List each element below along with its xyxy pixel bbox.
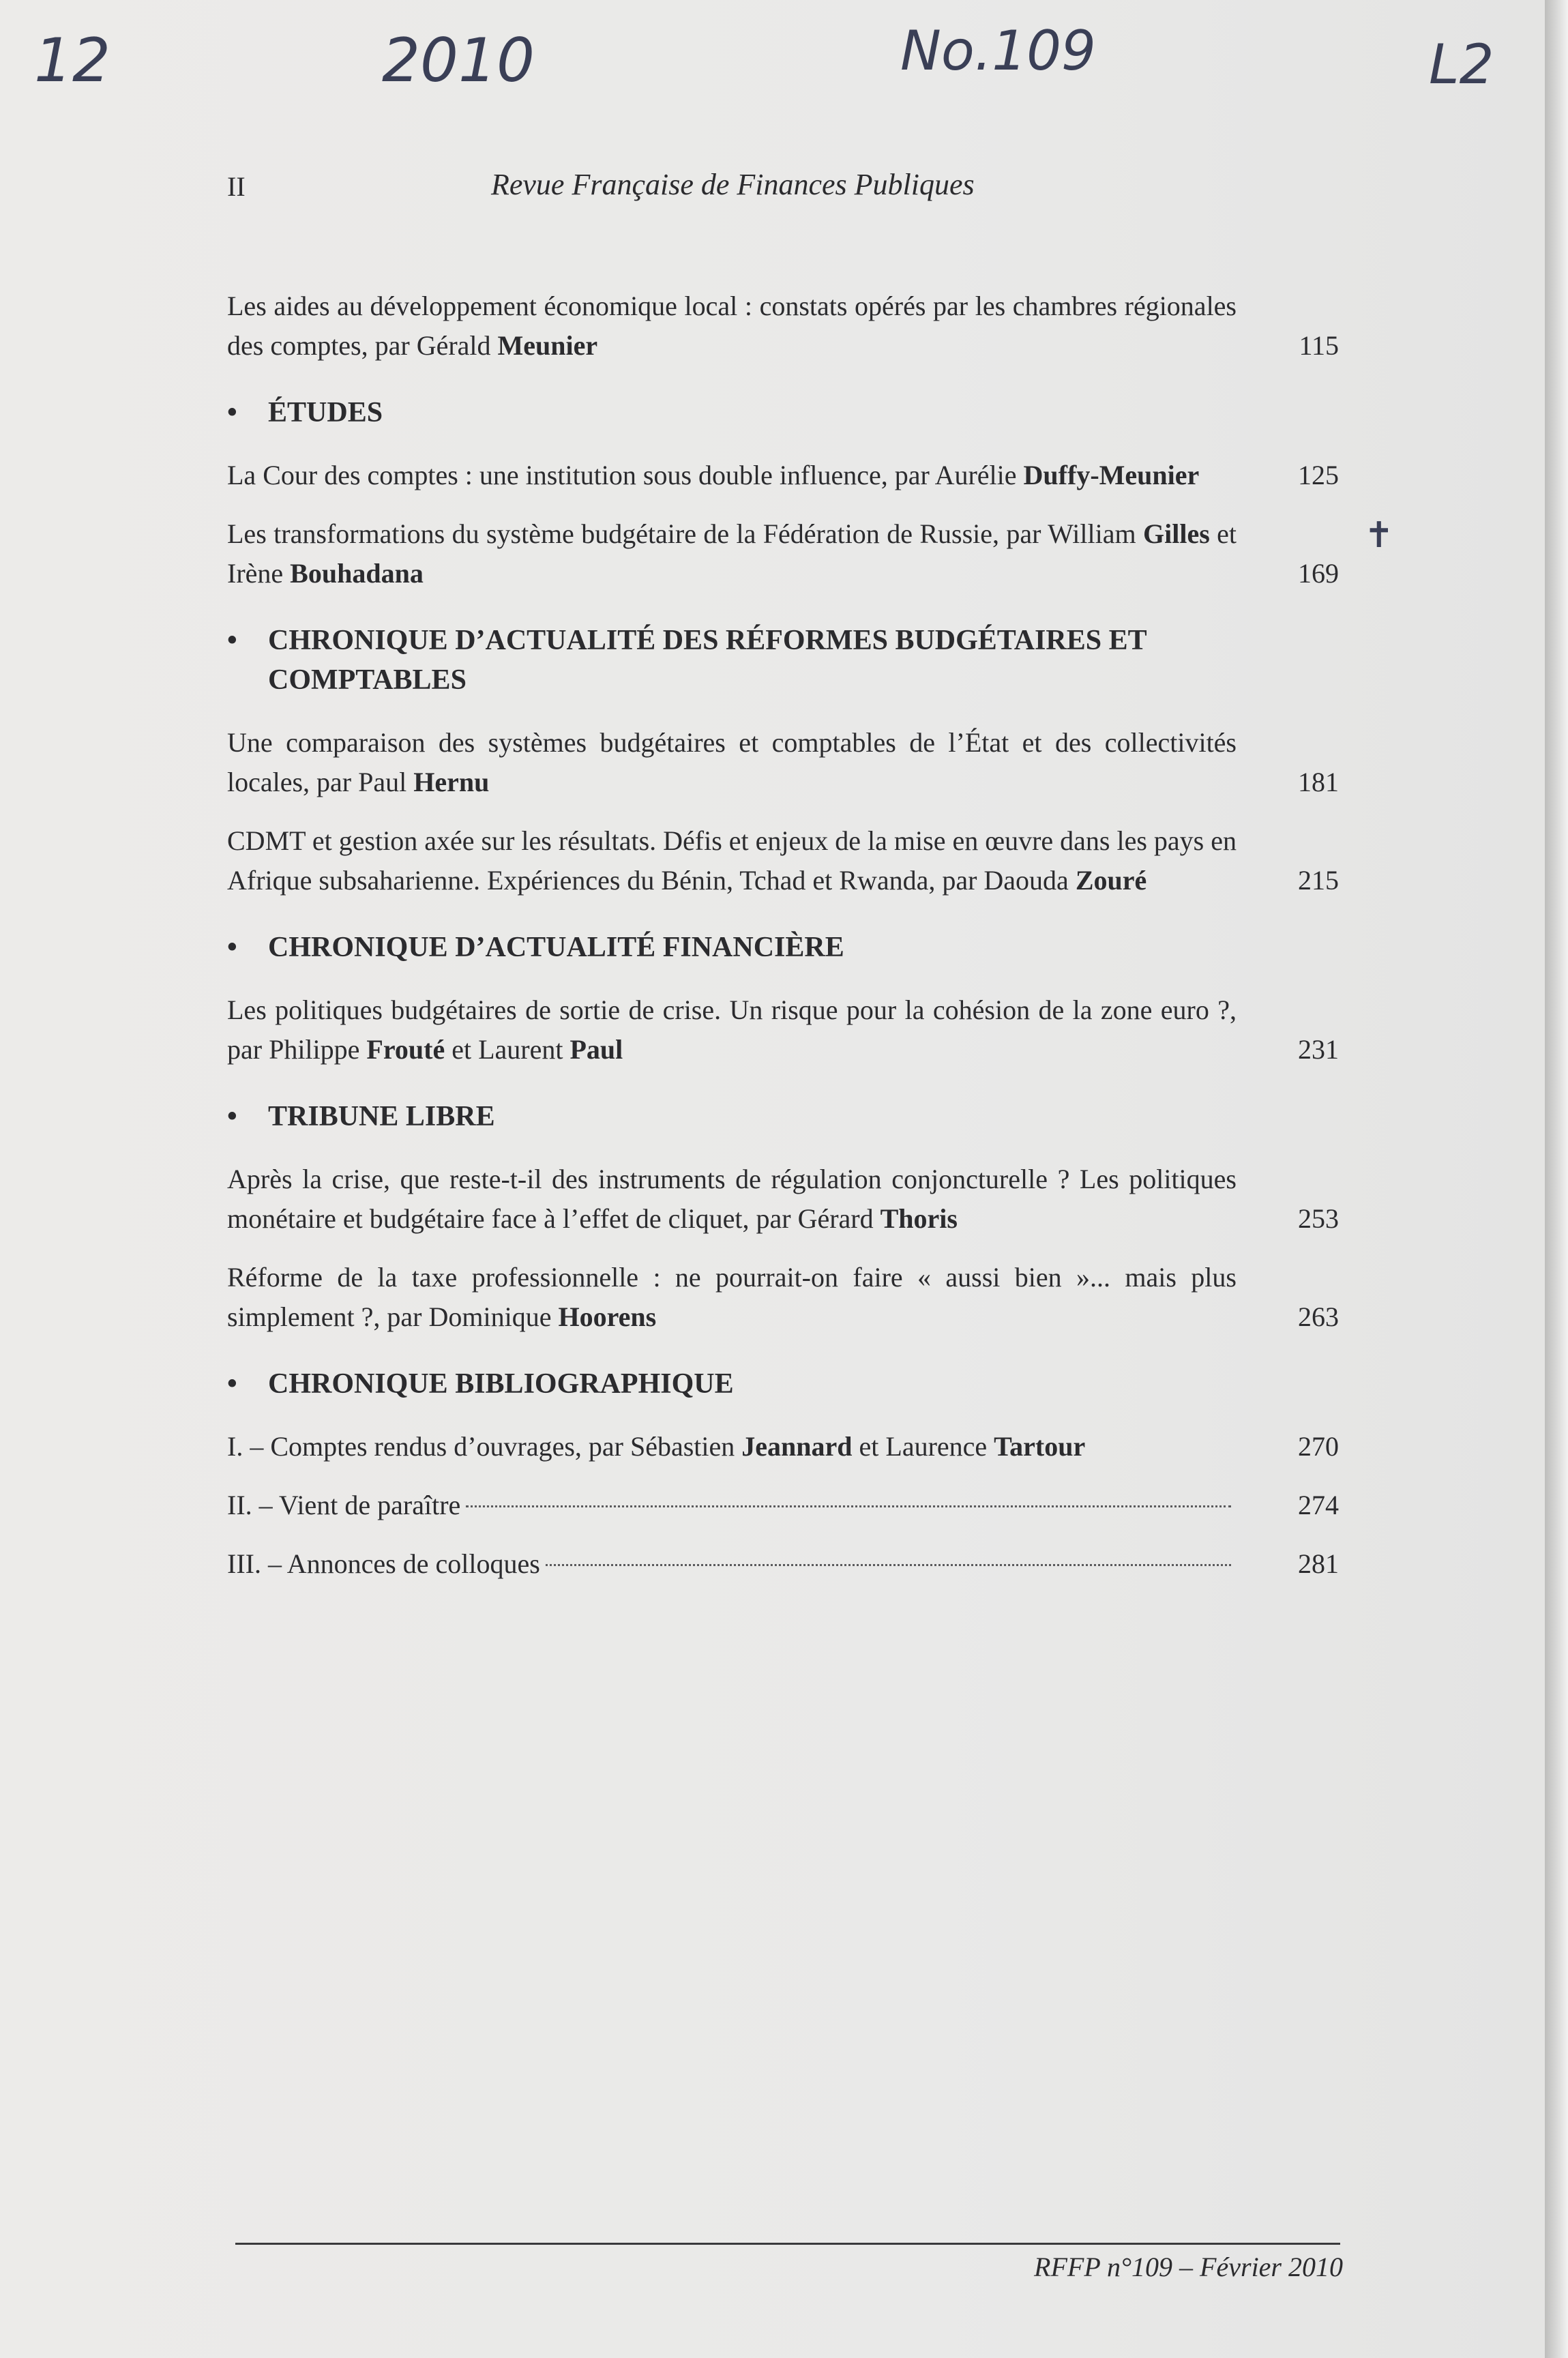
entry-author: Hoorens <box>558 1301 657 1332</box>
bullet-icon: • <box>227 397 237 428</box>
toc-entry <box>227 821 1339 900</box>
section-title: TRIBUNE LIBRE <box>268 1101 495 1132</box>
page-edge <box>1545 0 1568 2358</box>
toc-entry <box>227 514 1339 593</box>
handwritten-year: 2010 <box>382 25 535 95</box>
entry-page: 215 <box>1298 865 1339 896</box>
toc-entry <box>227 723 1339 802</box>
entry-author: Hernu <box>413 767 490 797</box>
entry-text-connector: et Irène <box>227 518 1237 589</box>
bullet-icon: • <box>227 1368 237 1400</box>
section-heading <box>227 1097 1339 1136</box>
bullet-icon: • <box>227 932 237 963</box>
entry-page: 281 <box>1298 1548 1339 1579</box>
entry-text: La Cour des comptes : une institution sous double influence, par Aurélie <box>227 460 1017 490</box>
entry-text: CDMT et gestion axée sur les résultats. Défis et enjeux de la mise en œuvre dans les pays en Afrique subsaharienne. Expériences du Bénin, Tchad et Rwanda, par Daouda <box>227 825 1237 896</box>
section-heading <box>227 1364 1339 1404</box>
footer-issue: RFFP n°109 – Février 2010 <box>1034 2252 1343 2282</box>
header-page-number: II <box>227 171 246 202</box>
section-title: CHRONIQUE D’ACTUALITÉ DES RÉFORMES BUDGÉTAIRES ET COMPTABLES <box>268 625 1147 696</box>
entry-page: 115 <box>1299 330 1339 361</box>
dot-leader <box>466 1505 1231 1507</box>
handwritten-number: 12 <box>34 25 110 95</box>
section-title: ÉTUDES <box>268 397 383 428</box>
section-heading <box>227 621 1339 700</box>
header-journal-title: Revue Française de Finances Publiques <box>491 168 975 201</box>
entry-text-connector: et Laurent <box>452 1034 563 1065</box>
entry-page: 253 <box>1298 1203 1339 1234</box>
entry-text: Réforme de la taxe professionnelle : ne pourrait-on faire « aussi bien »... mais plus simplement ?, par Dominique <box>227 1262 1237 1332</box>
entry-page: 270 <box>1298 1431 1339 1462</box>
section-heading <box>227 393 1339 432</box>
entry-page: 181 <box>1298 767 1339 797</box>
entry-text-connector: et Laurence <box>859 1431 988 1462</box>
entry-text: I. – Comptes rendus d’ouvrages, par Sébastien <box>227 1431 735 1462</box>
section-title: CHRONIQUE D’ACTUALITÉ FINANCIÈRE <box>268 932 844 963</box>
entry-text: Les transformations du système budgétaire de la Fédération de Russie, par William <box>227 518 1136 549</box>
entry-author: Gilles <box>1142 518 1210 549</box>
toc-entry <box>227 1544 1339 1584</box>
entry-author: Frouté <box>366 1034 445 1065</box>
section-heading <box>227 928 1339 967</box>
bullet-icon: • <box>227 1101 237 1132</box>
toc-entry <box>227 1160 1339 1239</box>
toc-entry <box>227 1486 1339 1525</box>
entry-author: Meunier <box>497 330 598 361</box>
handwritten-issue: No.109 <box>900 19 1096 83</box>
table-of-contents <box>227 286 1339 1603</box>
entry-author: Zouré <box>1075 865 1147 896</box>
entry-text: Les politiques budgétaires de sortie de crise. Un risque pour la cohésion de la zone euro ?, par Philippe <box>227 994 1237 1065</box>
entry-text: III. – Annonces de colloques <box>227 1548 540 1579</box>
bullet-icon: • <box>227 625 237 656</box>
footer-rule <box>235 2243 1340 2245</box>
entry-author: Jeannard <box>741 1431 853 1462</box>
toc-entry <box>227 1427 1339 1467</box>
entry-page: 125 <box>1298 460 1339 490</box>
entry-page: 263 <box>1298 1301 1339 1332</box>
entry-page: 169 <box>1298 558 1339 589</box>
margin-cross-mark: ✝ <box>1364 516 1394 555</box>
entry-author: Tartour <box>994 1431 1086 1462</box>
entry-author: Paul <box>569 1034 623 1065</box>
entry-text: Une comparaison des systèmes budgétaires et comptables de l’État et des collectivités locales, par Paul <box>227 727 1237 797</box>
toc-entry <box>227 286 1339 366</box>
dot-leader <box>546 1564 1231 1566</box>
toc-entry <box>227 1258 1339 1337</box>
handwritten-corner: L2 <box>1429 33 1494 96</box>
section-title: CHRONIQUE BIBLIOGRAPHIQUE <box>268 1368 734 1400</box>
toc-entry <box>227 990 1339 1070</box>
entry-author: Duffy-Meunier <box>1023 460 1200 490</box>
entry-author: Thoris <box>880 1203 958 1234</box>
entry-page: 274 <box>1298 1490 1339 1520</box>
toc-entry <box>227 456 1339 495</box>
entry-text: Les aides au développement économique local : constats opérés par les chambres régionales des comptes, par Gérald <box>227 291 1237 361</box>
entry-text: Après la crise, que reste-t-il des instruments de régulation conjoncturelle ? Les politiques monétaire et budgétaire face à l’effet de cliquet, par Gérard <box>227 1164 1237 1234</box>
entry-author: Bouhadana <box>290 558 424 589</box>
entry-page: 231 <box>1298 1034 1339 1065</box>
entry-text: II. – Vient de paraître <box>227 1490 461 1520</box>
